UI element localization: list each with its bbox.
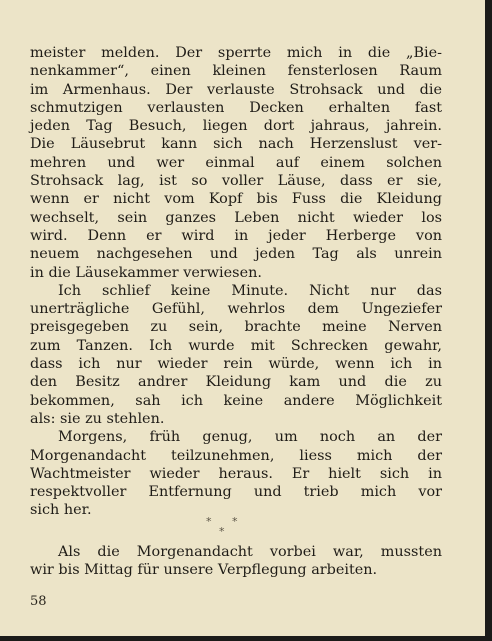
text-line: respektvoller Entfernung und trieb mich vor [30,484,442,501]
text-line: Strohsack lag, ist so voller Läuse, dass er sie, [30,173,442,190]
text-line: Wachtmeister wieder heraus. Er hielt sich in [30,465,442,482]
text-line: Morgens, früh genug, um noch an der [58,429,442,446]
separator-star: * [232,515,238,528]
text-line: preisgegeben zu sein, brachte meine Nerven [30,319,442,336]
text-line: zum Tanzen. Ich wurde mit Schrecken gewahr, [30,337,442,354]
separator-star: * [219,525,225,538]
text-line: in die Läusekammer verwiesen. [30,264,262,281]
text-line: sich her. [30,502,92,519]
text-line: jeden Tag Besuch, liegen dort jahraus, jahrein. [30,118,442,135]
text-line: neuem nachgesehen und jeden Tag als unrein [30,246,442,263]
text-line: dass ich nur wieder rein würde, wenn ich in [30,356,442,373]
separator-star: * [206,515,212,528]
text-line: wechselt, sein ganzes Leben nicht wieder los [30,209,442,226]
text-line: wir bis Mittag für unsere Verpflegung arbeiten. [30,562,378,579]
text-line: Morgenandacht teilzunehmen, liess mich der [30,447,442,464]
text-line: als: sie zu stehlen. [30,410,165,427]
text-line: den Besitz andrer Kleidung kam und die zu [30,374,442,391]
text-line: schmutzigen verlausten Decken erhalten fast [30,99,442,116]
text-line: im Armenhaus. Der verlauste Strohsack und die [30,81,442,98]
text-line: wird. Denn er wird in jeder Herberge von [30,227,442,244]
text-line: Ich schlief keine Minute. Nicht nur das [58,282,442,299]
section-separator [196,515,256,537]
text-line: Als die Morgenandacht vorbei war, mussten [58,544,442,560]
page-number: 58 [30,594,47,609]
text-line: bekommen, sah ich keine andere Möglichkeit [30,392,442,409]
text-line: wenn er nicht vom Kopf bis Fuss die Kleidung [30,191,442,208]
text-line: unerträgliche Gefühl, wehrlos dem Ungeziefer [30,301,442,318]
text-line: nenkammer“, einen kleinen fensterlosen Raum [30,63,442,80]
text-line: mehren und wer einmal auf einem solchen [30,154,442,171]
text-line: Die Läusebrut kann sich nach Herzenslust ver- [30,136,442,153]
text-line: meister melden. Der sperrte mich in die „Bie- [30,45,442,61]
body-text [30,44,442,520]
closing-paragraph [30,543,442,580]
